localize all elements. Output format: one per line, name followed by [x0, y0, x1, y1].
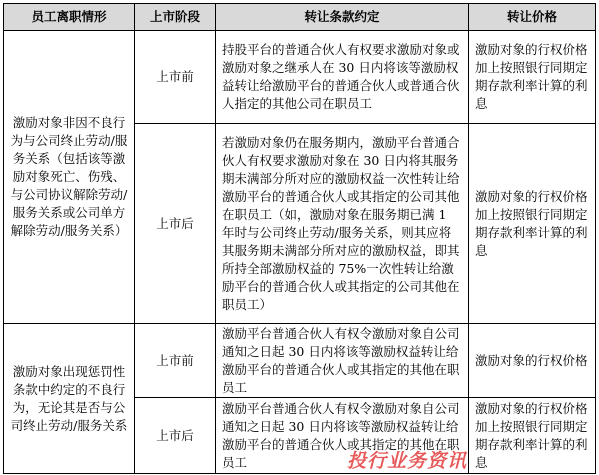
transfer-terms-cell: 若激励对象仍在服务期内，激励平台普通合伙人有权要求激励对象在 30 日内将其服务期未满部分所对应的激励权益一次性转让给激励平台的普通合伙人或其指定的公司其他在职员工（如，激励对象在服务期已满 1 年时与公司终止劳动/服务关系，则其应将其服务期未满部分所对应的激励权益，即其所持全部激励权益的 75%一次性转让给激励平台的普通合伙人或其指定的公司其他在职员工）: [216, 124, 469, 324]
transfer-price-cell: 激励对象的行权价格加上按照银行同期定期存款利率计算的利息: [469, 31, 596, 124]
transfer-price-cell: 激励对象的行权价格加上按照银行同期定期存款利率计算的利息: [469, 124, 596, 324]
watermark: 投行业务资讯: [346, 450, 467, 472]
transfer-price-cell: 激励对象的行权价格: [469, 324, 596, 398]
listing-stage-cell: 上市后: [135, 124, 216, 324]
header-transfer-price: 转让价格: [469, 4, 596, 31]
header-row: [4, 4, 596, 31]
listing-stage-cell: 上市前: [135, 324, 216, 398]
transfer-terms-cell: 激励平台普通合伙人有权令激励对象自公司通知之日起 30 日内将该等激励权益转让给激励平台的普通合伙人或其指定的其他在职员工: [216, 398, 469, 474]
listing-stage-cell: 上市后: [135, 398, 216, 474]
transfer-price-cell: 激励对象的行权价格加上按照银行同期定期存款利率计算的利息: [469, 398, 596, 474]
header-listing-stage: 上市阶段: [135, 4, 216, 31]
transfer-terms-cell: 持股平台的普通合伙人有权要求激励对象或激励对象之继承人在 30 日内将该等激励权益转让给激励平台的普通合伙人或普通合伙人指定的其他公司在职员工: [216, 31, 469, 124]
listing-stage-cell: 上市前: [135, 31, 216, 124]
header-departure-situation: 员工离职情形: [4, 4, 135, 31]
equity-transfer-table: [3, 3, 596, 474]
transfer-terms-cell: 激励平台普通合伙人有权令激励对象自公司通知之日起 30 日内将该等激励权益转让给激励平台的普通合伙人或其指定的其他在职员工: [216, 324, 469, 398]
departure-situation-cell: 激励对象非因不良行为与公司终止劳动/服务关系（包括该等激励对象死亡、伤残、与公司协议解除劳动/服务关系或公司单方解除劳动/服务关系）: [4, 31, 135, 324]
table-row: [4, 31, 596, 124]
departure-situation-cell: 激励对象出现惩罚性条款中约定的不良行为，无论其是否与公司终止劳动/服务关系: [4, 324, 135, 474]
header-transfer-terms: 转让条款约定: [216, 4, 469, 31]
table-row: [4, 324, 596, 398]
